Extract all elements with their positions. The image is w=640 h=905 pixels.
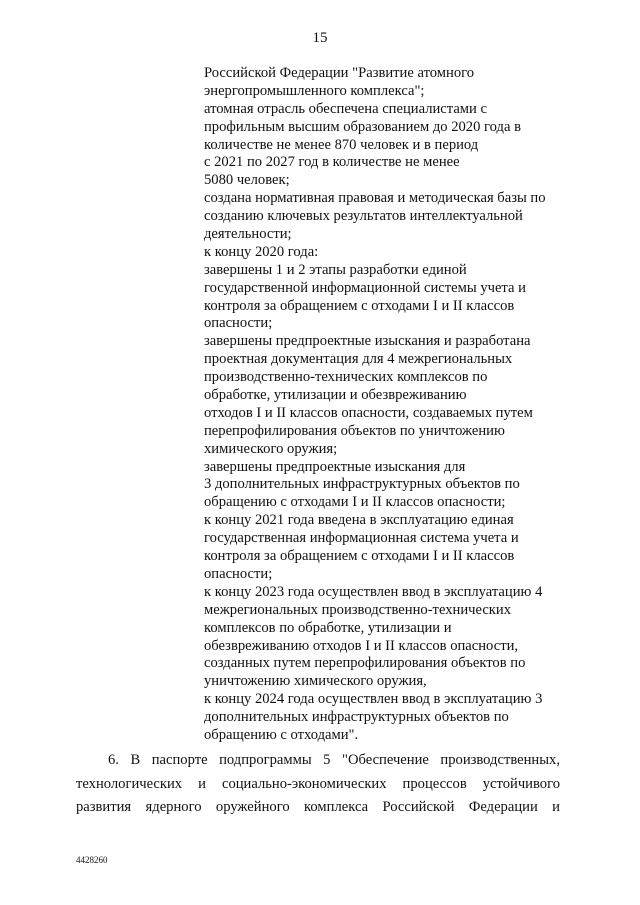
paragraph-line: развития ядерного оружейного комплекса Российской Федерации и (76, 799, 560, 816)
text-line: государственной информационной системы учета и (204, 279, 526, 296)
text-line: 3 дополнительных инфраструктурных объектов по (204, 476, 520, 493)
paragraph-6 (76, 749, 560, 820)
text-line: созданию ключевых результатов интеллектуальной (204, 208, 523, 225)
text-line: обращению с отходами I и II классов опасности; (204, 494, 506, 511)
text-line: обработке, утилизации и обезвреживанию (204, 387, 467, 404)
document-id: 4428260 (76, 855, 108, 865)
text-line: межрегиональных производственно-технических (204, 601, 511, 618)
text-line: дополнительных инфраструктурных объектов по (204, 709, 509, 726)
text-line: обращению с отходами". (204, 726, 359, 743)
text-line: контроля за обращением с отходами I и II классов (204, 548, 515, 565)
paragraph-line: технологических и социально-экономических процессов устойчивого (76, 775, 560, 792)
text-line: производственно-технических комплексов по (204, 369, 488, 386)
text-line: деятельности; (204, 226, 292, 243)
text-line: обезвреживанию отходов I и II классов опасности, (204, 637, 519, 654)
text-line: к концу 2020 года: (204, 243, 319, 260)
text-line: энергопромышленного комплекса"; (204, 82, 425, 99)
text-line: к концу 2021 года введена в эксплуатацию единая (204, 512, 514, 529)
text-line: опасности; (204, 565, 273, 582)
text-line: химического оружия; (204, 440, 338, 457)
text-line: количестве не менее 870 человек и в период (204, 136, 479, 153)
page-number: 15 (312, 30, 328, 46)
text-line: к концу 2024 года осуществлен ввод в эксплуатацию 3 (204, 691, 543, 708)
text-line: отходов I и II классов опасности, создаваемых путем (204, 404, 533, 421)
text-line: опасности; (204, 315, 273, 332)
text-line: перепрофилирования объектов по уничтожению (204, 422, 505, 439)
text-line: к концу 2023 года осуществлен ввод в эксплуатацию 4 (204, 583, 543, 600)
text-line: 5080 человек; (204, 172, 290, 189)
text-line: завершены 1 и 2 этапы разработки единой (204, 261, 467, 278)
text-line: контроля за обращением с отходами I и II классов (204, 297, 515, 314)
text-line: профильным высшим образованием до 2020 года в (204, 118, 521, 135)
passport-text-block (204, 65, 564, 745)
text-line: комплексов по обработке, утилизации и (204, 619, 452, 636)
text-line: уничтожению химического оружия, (204, 673, 427, 690)
text-line: создана нормативная правовая и методическая базы по (204, 190, 546, 207)
text-line: созданных путем перепрофилирования объектов по (204, 655, 526, 672)
text-line: завершены предпроектные изыскания и разработана (204, 333, 531, 350)
text-line: Российской Федерации "Развитие атомного (204, 65, 475, 81)
text-line: проектная документация для 4 межрегиональных (204, 351, 513, 368)
text-line: атомная отрасль обеспечена специалистами с (204, 100, 487, 117)
text-line: завершены предпроектные изыскания для (204, 458, 466, 475)
text-line: с 2021 по 2027 год в количестве не менее (204, 154, 460, 171)
text-line: государственная информационная система учета и (204, 530, 519, 547)
paragraph-line: 6. В паспорте подпрограммы 5 "Обеспечение производственных, (108, 752, 560, 768)
